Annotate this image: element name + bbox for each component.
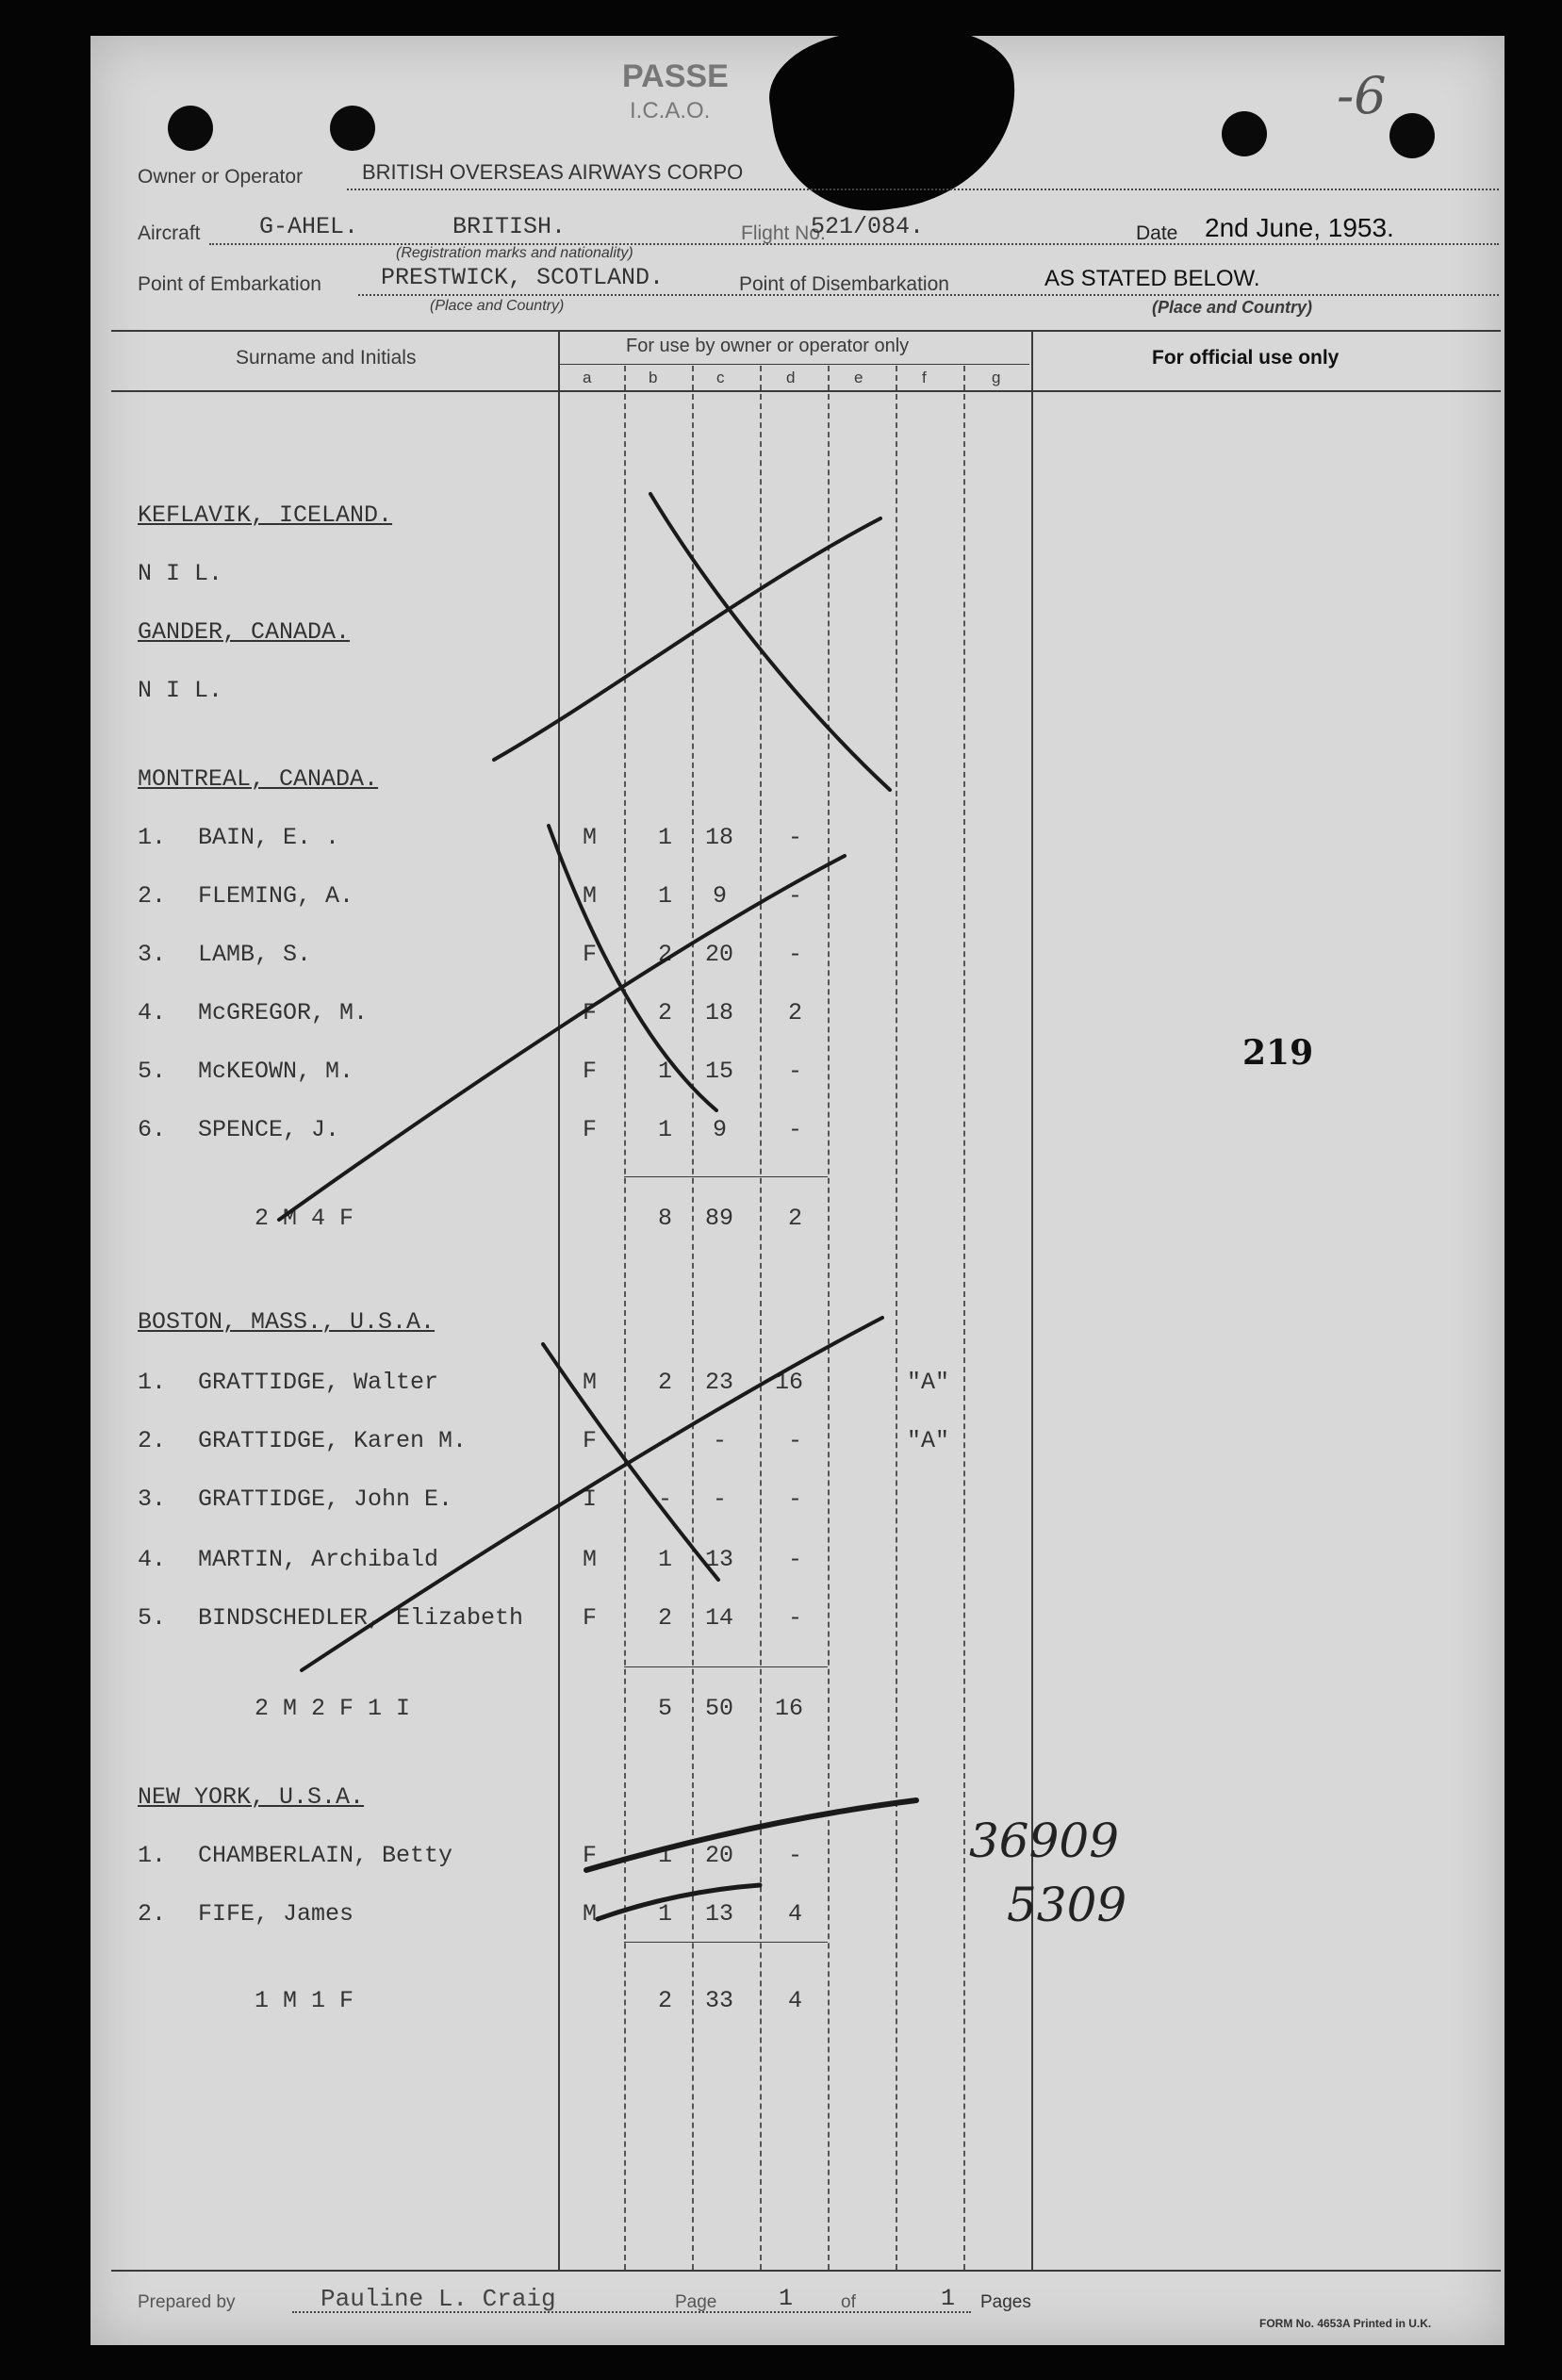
disembarkation-label: Point of Disembarkation [739, 273, 949, 295]
aircraft-label: Aircraft [138, 222, 201, 244]
total-c: 50 [705, 1695, 734, 1722]
passenger-name: SPENCE, J. [198, 1116, 340, 1143]
cell-d: 16 [775, 1369, 804, 1396]
form-subtitle: I.C.A.O. [630, 98, 711, 123]
official-column-header: For official use only [1152, 347, 1340, 369]
cell-a: F [583, 1058, 598, 1085]
cell-c: 9 [713, 882, 728, 910]
cell-b: 1 [658, 1900, 673, 1928]
form-title: PASSE [622, 58, 729, 94]
passenger-name: BAIN, E. . [198, 824, 340, 851]
row-number: 3. [138, 1485, 167, 1513]
total-b: 2 [658, 1987, 673, 2014]
passenger-name: FIFE, James [198, 1900, 354, 1928]
cell-a: F [583, 1427, 598, 1454]
passenger-name: GRATTIDGE, John E. [198, 1485, 453, 1513]
cross-out-stroke [598, 1885, 760, 1919]
cell-d: - [788, 1485, 803, 1513]
row-number: 2. [138, 1427, 167, 1454]
cell-d: - [788, 1842, 803, 1869]
passenger-name: GRATTIDGE, Walter [198, 1369, 439, 1396]
cross-out-stroke [650, 494, 890, 790]
cell-b: 1 [658, 882, 673, 910]
cell-a: M [583, 1369, 598, 1396]
name-column-header: Surname and Initials [236, 347, 417, 369]
cell-d: - [788, 1058, 803, 1085]
section-total-label: 2 M 2 F 1 I [255, 1695, 411, 1722]
destination-heading: MONTREAL, CANADA. [138, 765, 379, 793]
cell-c: 9 [713, 1116, 728, 1143]
row-number: 1. [138, 824, 167, 851]
owner-label: Owner or Operator [138, 166, 304, 188]
column-letter-d: d [786, 369, 796, 386]
cell-a: F [583, 941, 598, 968]
passenger-name: CHAMBERLAIN, Betty [198, 1842, 453, 1869]
total-b: 5 [658, 1695, 673, 1722]
cell-b: 2 [658, 941, 673, 968]
cell-b: 2 [658, 1604, 673, 1632]
cell-c: 20 [705, 941, 734, 968]
cell-b: 1 [658, 824, 673, 851]
column-letter-a: a [583, 369, 592, 386]
row-number: 2. [138, 1900, 167, 1928]
column-letter-f: f [922, 369, 927, 386]
passenger-name: McGREGOR, M. [198, 999, 369, 1026]
of-label: of [841, 2292, 856, 2312]
section-total-label: 1 M 1 F [255, 1987, 354, 2014]
destination-heading: KEFLAVIK, ICELAND. [138, 501, 393, 529]
row-number: 4. [138, 1546, 167, 1573]
column-letter-c: c [716, 369, 725, 386]
cell-d: - [788, 941, 803, 968]
page-label: Page [675, 2292, 717, 2312]
registration-caption: (Registration marks and nationality) [396, 245, 633, 261]
row-number: 5. [138, 1604, 167, 1632]
total-c: 89 [705, 1205, 734, 1232]
nil-entry: N I L. [138, 560, 223, 587]
cell-c: 14 [705, 1604, 734, 1632]
cell-d: - [788, 1546, 803, 1573]
footer-dotted-rule [292, 2311, 971, 2313]
cross-out-stroke [586, 1800, 916, 1870]
passenger-name: BINDSCHEDLER, Elizabeth [198, 1604, 524, 1632]
cell-d: 2 [788, 999, 803, 1026]
cell-b: 2 [658, 999, 673, 1026]
cell-d: - [788, 882, 803, 910]
row-number: 3. [138, 941, 167, 968]
cell-d: - [788, 1604, 803, 1632]
footer-rule [111, 2270, 1501, 2272]
owner-value: BRITISH OVERSEAS AIRWAYS CORPO [362, 160, 744, 184]
passenger-name: McKEOWN, M. [198, 1058, 354, 1085]
passenger-name: LAMB, S. [198, 941, 312, 968]
total-c: 33 [705, 1987, 734, 2014]
destination-heading: BOSTON, MASS., U.S.A. [138, 1308, 436, 1336]
flight-value: 521/084. [811, 213, 925, 240]
embarkation-value: PRESTWICK, SCOTLAND. [381, 264, 665, 291]
disembarkation-caption: (Place and Country) [1152, 298, 1313, 317]
cell-a: M [583, 882, 598, 910]
cell-d: - [788, 1427, 803, 1454]
cell-c: 13 [705, 1546, 734, 1573]
cell-c: 13 [705, 1900, 734, 1928]
cross-out-stroke [302, 1318, 882, 1670]
cell-a: F [583, 1604, 598, 1632]
pages-label: Pages [980, 2292, 1031, 2312]
handwritten-note: 36909 [969, 1814, 1120, 1868]
cell-b: - [658, 1485, 673, 1513]
embarkation-caption: (Place and Country) [430, 298, 565, 314]
flight-label: Flight No. [741, 222, 826, 244]
cell-a: M [583, 1546, 598, 1573]
row-number: 6. [138, 1116, 167, 1143]
form-number: FORM No. 4653A Printed in U.K. [1259, 2317, 1432, 2330]
passenger-name: GRATTIDGE, Karen M. [198, 1427, 468, 1454]
of-value: 1 [941, 2285, 956, 2312]
column-letter-g: g [992, 369, 1001, 386]
disembarkation-value: AS STATED BELOW. [1044, 266, 1260, 291]
total-d: 16 [775, 1695, 804, 1722]
row-number: 1. [138, 1369, 167, 1396]
cell-a: I [583, 1485, 598, 1513]
cell-c: 15 [705, 1058, 734, 1085]
aircraft-nationality: BRITISH. [452, 213, 567, 240]
cell-d: - [788, 824, 803, 851]
row-number: 5. [138, 1058, 167, 1085]
total-b: 8 [658, 1205, 673, 1232]
cell-a: F [583, 1842, 598, 1869]
page-value: 1 [779, 2285, 794, 2312]
date-label: Date [1136, 222, 1178, 244]
passenger-name: FLEMING, A. [198, 882, 354, 910]
operator-column-header: For use by owner or operator only [626, 336, 910, 356]
cell-b: - [658, 1427, 673, 1454]
official-stamp-number: 219 [1242, 1033, 1314, 1073]
prepared-label: Prepared by [138, 2292, 236, 2312]
cell-a: M [583, 824, 598, 851]
column-letter-b: b [649, 369, 658, 386]
destination-heading: GANDER, CANADA. [138, 618, 351, 646]
cell-b: 1 [658, 1842, 673, 1869]
cell-c: 18 [705, 824, 734, 851]
total-d: 4 [788, 1987, 803, 2014]
nil-entry: N I L. [138, 677, 223, 704]
row-number: 2. [138, 882, 167, 910]
passenger-name: MARTIN, Archibald [198, 1546, 439, 1573]
row-number: 4. [138, 999, 167, 1026]
cell-f: "A" [907, 1369, 950, 1396]
section-total-label: 2 M 4 F [255, 1205, 354, 1232]
aircraft-reg: G-AHEL. [259, 213, 359, 240]
total-d: 2 [788, 1205, 803, 1232]
cell-a: M [583, 1900, 598, 1928]
embarkation-label: Point of Embarkation [138, 273, 321, 295]
cell-c: 20 [705, 1842, 734, 1869]
cell-c: - [713, 1427, 728, 1454]
cell-d: - [788, 1116, 803, 1143]
cross-out-stroke [549, 826, 716, 1110]
cell-b: 2 [658, 1369, 673, 1396]
destination-heading: NEW YORK, U.S.A. [138, 1783, 365, 1811]
column-letter-e: e [854, 369, 863, 386]
row-number: 1. [138, 1842, 167, 1869]
cell-a: F [583, 999, 598, 1026]
page-number-mark: -6 [1337, 66, 1387, 125]
date-value: 2nd June, 1953. [1205, 213, 1394, 242]
cross-out-stroke [279, 856, 845, 1220]
cell-c: 23 [705, 1369, 734, 1396]
cell-a: F [583, 1116, 598, 1143]
cell-f: "A" [907, 1427, 950, 1454]
cell-c: - [713, 1485, 728, 1513]
cell-b: 1 [658, 1546, 673, 1573]
cell-c: 18 [705, 999, 734, 1026]
cell-d: 4 [788, 1900, 803, 1928]
prepared-value: Pauline L. Craig [321, 2285, 556, 2313]
cell-b: 1 [658, 1058, 673, 1085]
handwritten-note: 5309 [1007, 1878, 1127, 1932]
cell-b: 1 [658, 1116, 673, 1143]
